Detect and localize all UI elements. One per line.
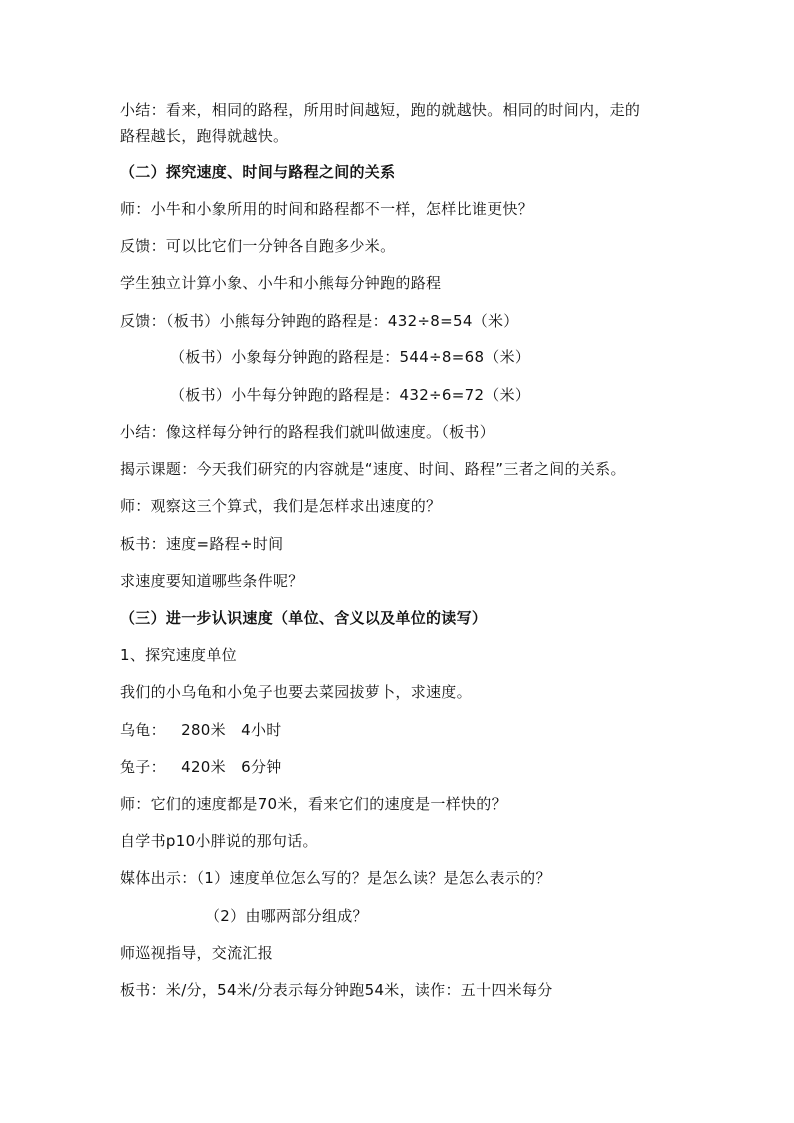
section-heading-2: （二）探究速度、时间与路程之间的关系 [120, 163, 396, 181]
observe-line: 师：观察这三个算式，我们是怎样求出速度的？ [120, 497, 442, 515]
self-study-line: 自学书p10小胖说的那句话。 [120, 832, 318, 850]
summary-line-2: 路程越长，跑得就越快。 [120, 127, 289, 145]
student-calc-line: 学生独立计算小象、小牛和小熊每分钟跑的路程 [120, 274, 442, 292]
board-elephant-line: （板书）小象每分钟跑的路程是：544÷8=68（米） [170, 348, 531, 366]
feedback-line: 反馈：可以比它们一分钟各自跑多少米。 [120, 237, 396, 255]
summary-speed-line: 小结：像这样每分钟行的路程我们就叫做速度。（板书） [120, 423, 496, 441]
summary-line-1: 小结：看来，相同的路程，所用时间越短，跑的就越快。相同的时间内，走的 [120, 101, 641, 119]
reveal-topic-line: 揭示课题：今天我们研究的内容就是“速度、时间、路程”三者之间的关系。 [120, 460, 626, 478]
rabbit-data: 兔子： 420米 6分钟 [120, 758, 282, 776]
media-line-2: （2）由哪两部分组成？ [205, 907, 368, 925]
guide-line: 师巡视指导，交流汇报 [120, 944, 274, 962]
board-cow-line: （板书）小牛每分钟跑的路程是：432÷6=72（米） [170, 386, 531, 404]
same-speed-question: 师：它们的速度都是70米，看来它们的速度是一样快的？ [120, 795, 507, 813]
turtle-data: 乌龟： 280米 4小时 [120, 721, 282, 739]
turtle-rabbit-intro: 我们的小乌龟和小兔子也要去菜园拔萝卜，求速度。 [120, 683, 472, 701]
subsection-1: 1、探究速度单位 [120, 646, 237, 664]
media-line-1: 媒体出示：（1）速度单位怎么写的？是怎么读？是怎么表示的？ [120, 869, 551, 887]
section-heading-3: （三）进一步认识速度（单位、含义以及单位的读写） [120, 609, 488, 627]
conditions-line: 求速度要知道哪些条件呢？ [120, 572, 304, 590]
board-bear-line: 反馈：（板书）小熊每分钟跑的路程是：432÷8=54（米） [120, 312, 519, 330]
unit-board-line: 板书：米/分，54米/分表示每分钟跑54米，读作：五十四米每分 [120, 981, 553, 999]
formula-line: 板书：速度=路程÷时间 [120, 535, 284, 553]
teacher-question: 师：小牛和小象所用的时间和路程都不一样，怎样比谁更快？ [120, 200, 534, 218]
